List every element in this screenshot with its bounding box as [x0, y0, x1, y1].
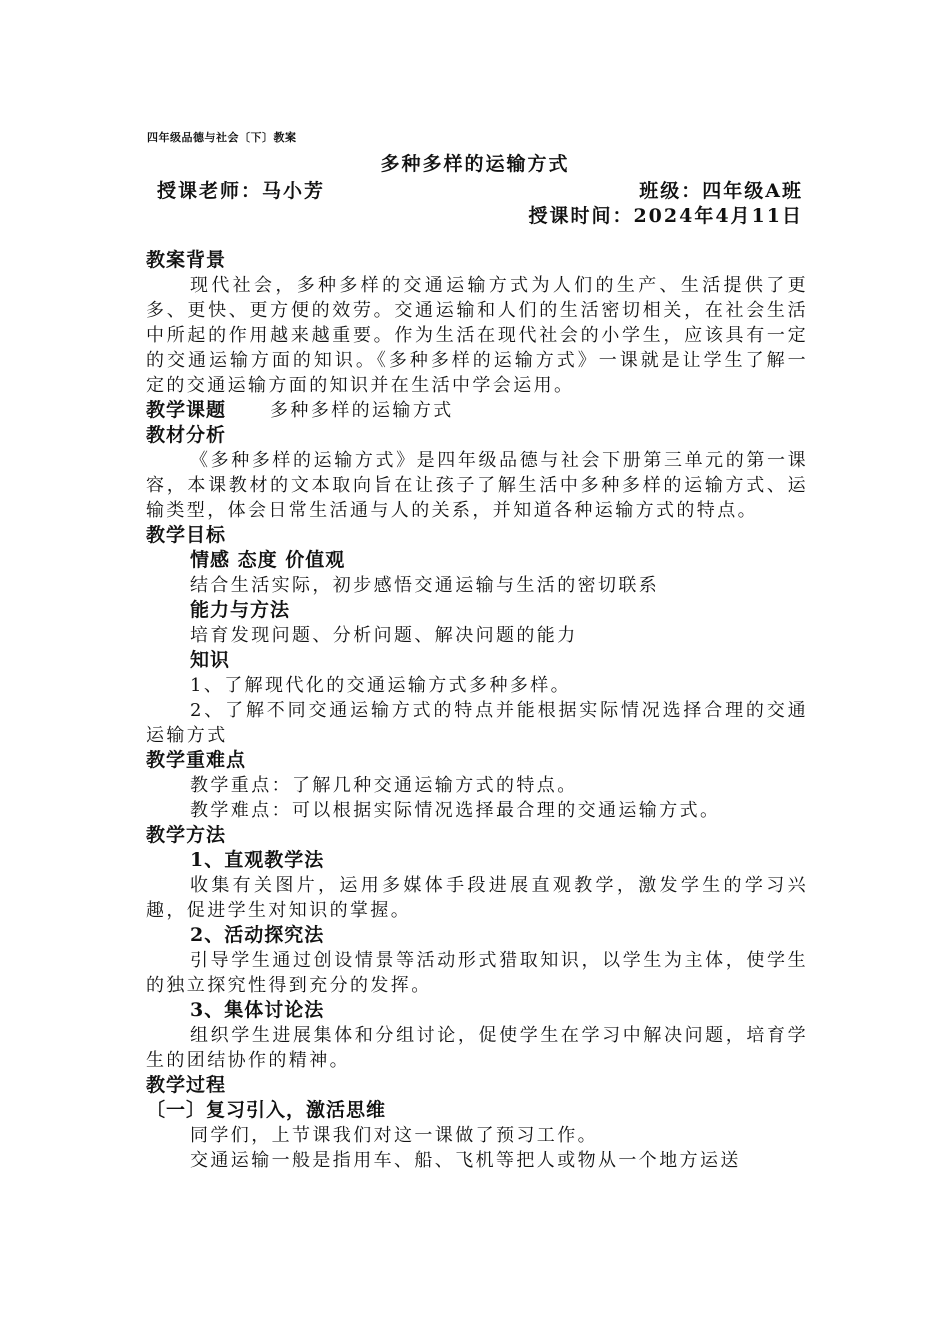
section-heading-analysis: 教材分析	[146, 424, 227, 446]
topic-value: 多种多样的运输方式	[270, 400, 454, 421]
section-heading-topic	[146, 398, 808, 423]
goal-emotion-heading: 情感 态度 价值观	[190, 549, 346, 571]
keypoint-difficulty: 教学难点：可以根据实际情况选择最合理的交通运输方式。	[190, 800, 721, 821]
method-1-text: 收集有关图片，运用多媒体手段进展直观教学，激发学生的学习兴趣，促进学生对知识的掌握。	[146, 875, 808, 921]
lesson-date: 授课时间：2024年4月11日	[528, 205, 803, 227]
process-step-1-heading: 〔一〕复习引入，激活思维	[146, 1099, 387, 1121]
section-heading-process: 教学过程	[146, 1074, 227, 1096]
process-step-1-line-2: 交通运输一般是指用车、船、飞机等把人或物从一个地方运送	[190, 1150, 741, 1171]
analysis-paragraph: 《多种多样的运输方式》是四年级品德与社会下册第三单元的第一课容，本课教材的文本取向旨在让孩子了解生活中多种多样的运输方式、运输类型，体会日常生活通与人的关系，并知道各种运输方式的特点。	[146, 450, 808, 521]
teacher-info: 授课老师：马小芳	[157, 180, 326, 202]
section-heading-goals: 教学目标	[146, 524, 227, 546]
method-3-heading: 3、集体讨论法	[190, 999, 325, 1021]
section-heading-methods: 教学方法	[146, 824, 227, 846]
method-2-heading: 2、活动探究法	[190, 924, 325, 946]
goal-knowledge-heading: 知识	[190, 649, 231, 671]
method-2-text: 引导学生通过创设情景等活动形式猎取知识，以学生为主体，使学生的独立探究性得到充分的发挥。	[146, 950, 808, 996]
document-body	[146, 248, 808, 1173]
method-1-heading: 1、直观教学法	[190, 849, 325, 871]
goal-emotion-text: 结合生活实际，初步感悟交通运输与生活的密切联系	[190, 575, 660, 596]
goal-ability-text: 培育发现问题、分析问题、解决问题的能力	[190, 625, 578, 646]
keypoint-focus: 教学重点：了解几种交通运输方式的特点。	[190, 775, 578, 796]
background-paragraph: 现代社会，多种多样的交通运输方式为人们的生产、生活提供了更多、更快、更方便的效劳。交通运输和人们的生活密切相关，在社会生活中所起的作用越来越重要。作为生活在现代社会的小学生，应该具有一定的交通运输方面的知识。《多种多样的运输方式》一课就是让学生了解一定的交通运输方面的知识并在生活中学会运用。	[146, 275, 808, 396]
section-heading-background: 教案背景	[146, 249, 227, 271]
goal-knowledge-item-2: 2、了解不同交通运输方式的特点并能根据实际情况选择合理的交通运输方式	[146, 700, 808, 746]
process-step-1-line-1: 同学们，上节课我们对这一课做了预习工作。	[190, 1125, 598, 1146]
goal-knowledge-item-1: 1、了解现代化的交通运输方式多种多样。	[190, 675, 572, 696]
document-title: 多种多样的运输方式	[380, 153, 570, 175]
class-info: 班级：四年级A班	[639, 180, 803, 202]
header-note: 四年级品德与社会〔下〕教案	[147, 131, 297, 144]
section-heading-keypoints: 教学重难点	[146, 749, 247, 771]
goal-ability-heading: 能力与方法	[190, 599, 291, 621]
topic-heading-label: 教学课题	[146, 399, 227, 421]
method-3-text: 组织学生进展集体和分组讨论，促使学生在学习中解决问题，培育学生的团结协作的精神。	[146, 1025, 808, 1071]
